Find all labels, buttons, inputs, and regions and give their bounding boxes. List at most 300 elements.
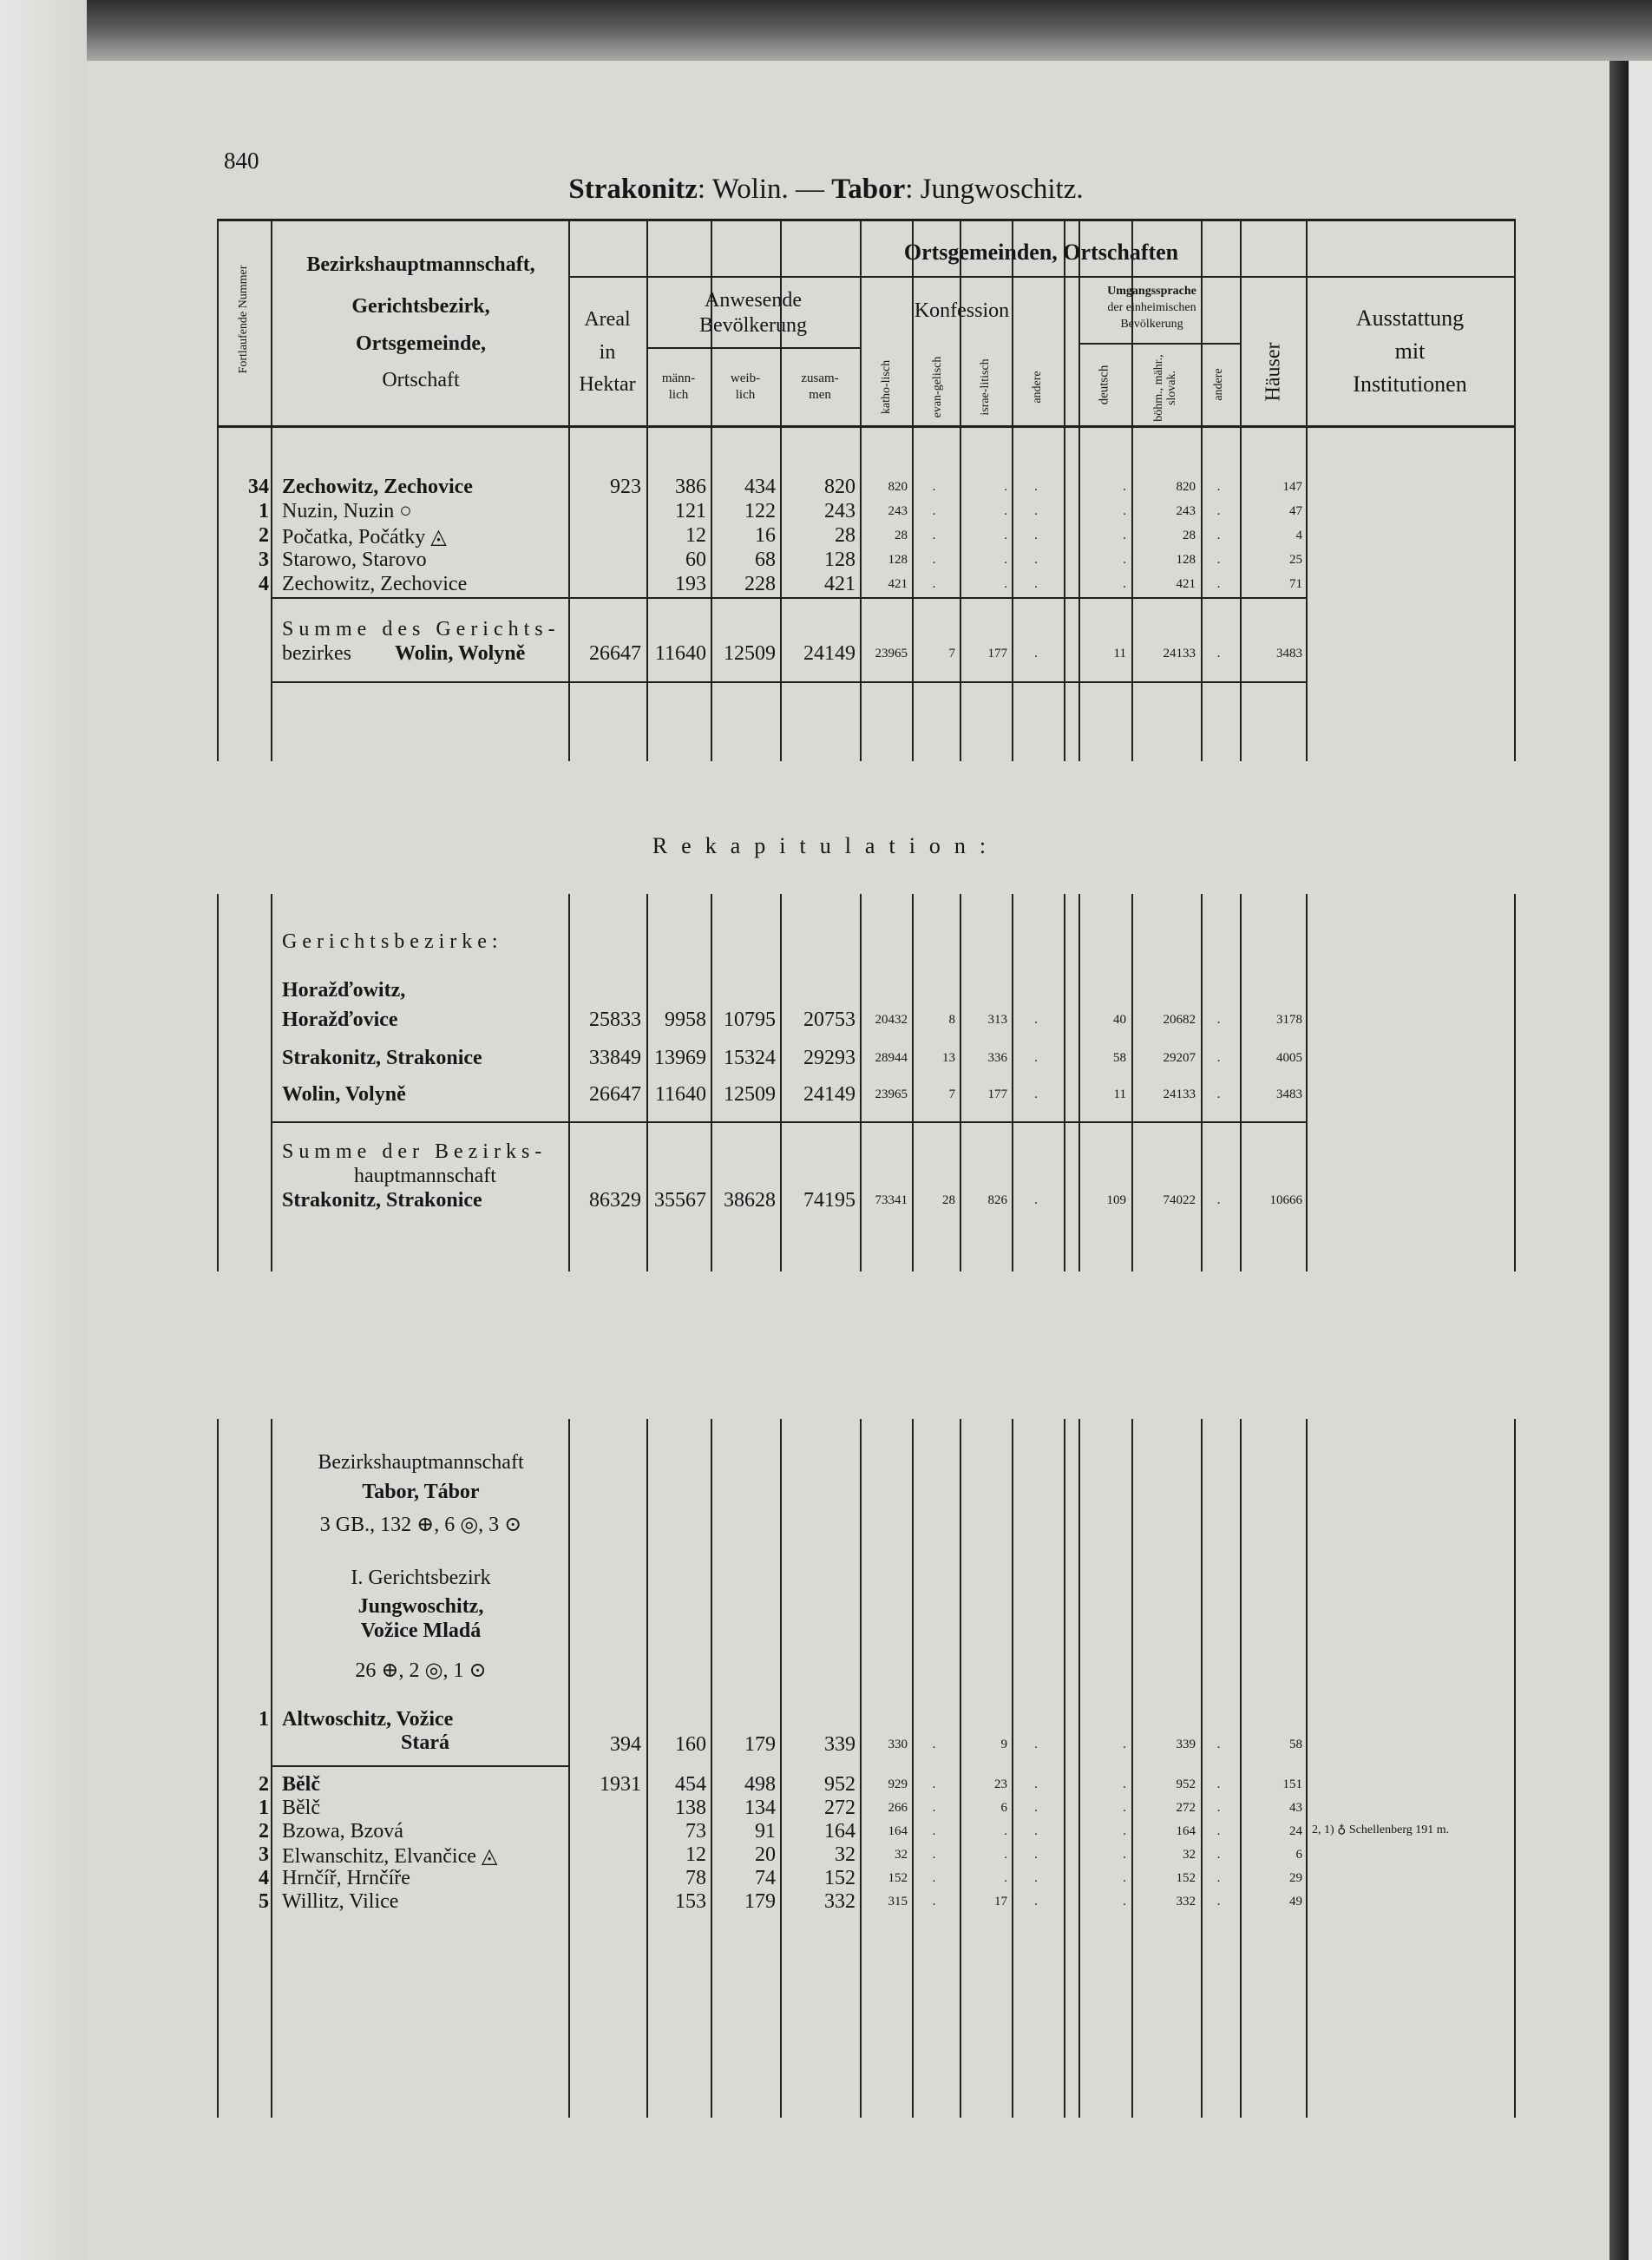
header-w-2: lich: [735, 388, 756, 402]
column-rule: [1012, 427, 1013, 761]
row-c-and: .: [1034, 1871, 1038, 1885]
column-rule: [1131, 894, 1133, 1271]
row-a-isr: .: [1004, 529, 1007, 542]
column-rule: [1514, 219, 1516, 427]
row-c-nr: 3: [259, 1843, 269, 1866]
row-a-kath: 128: [888, 553, 908, 567]
row-a-z: 28: [835, 524, 856, 547]
row-c-z: 152: [824, 1867, 856, 1889]
header-aus-1: Ausstattung: [1355, 305, 1465, 331]
row-c-and2: .: [1216, 1848, 1221, 1862]
row-a-deu: .: [1123, 480, 1126, 494]
row-c-and2: .: [1216, 1801, 1221, 1815]
sum-a-label-2a: bezirkes: [282, 642, 351, 665]
column-rule: [1201, 1419, 1203, 2118]
column-rule: [1131, 1419, 1133, 2118]
row-a-kath: 28: [895, 529, 908, 542]
row-c1-areal: 394: [610, 1733, 641, 1756]
row-c-w: 179: [744, 1890, 776, 1913]
row-c-haus: 43: [1289, 1801, 1302, 1815]
column-rule: [711, 1419, 712, 2118]
row-b-and: .: [1034, 1087, 1038, 1101]
header-andere2: andere: [1212, 368, 1225, 401]
row-c-w: 91: [755, 1820, 776, 1843]
row-c1-rule: [271, 1765, 568, 1767]
header-subgroup-rule: [568, 276, 1514, 278]
column-rule: [860, 894, 862, 1271]
row-a-isr: .: [1004, 577, 1007, 591]
header-aus-3: Institutionen: [1353, 371, 1467, 397]
row-b-deu: 40: [1113, 1013, 1126, 1027]
header-bottom-rule: [217, 425, 1514, 428]
row-c-boh: 32: [1183, 1848, 1196, 1862]
row-c-and: .: [1034, 1777, 1038, 1791]
column-rule: [1240, 1419, 1242, 2118]
header-umg-1: Umgangssprache: [1107, 285, 1196, 298]
column-rule: [646, 1419, 648, 2118]
sum-b-and: .: [1034, 1193, 1038, 1207]
row-c-kath: 164: [888, 1824, 908, 1838]
row-b-kath: 23965: [875, 1087, 908, 1101]
row-a-kath: 421: [888, 577, 908, 591]
row-a-boh: 243: [1176, 504, 1196, 518]
column-rule: [960, 1419, 961, 2118]
column-rule: [1201, 894, 1203, 1271]
column-rule: [271, 427, 272, 761]
row-c-boh: 272: [1176, 1801, 1196, 1815]
column-rule: [1240, 427, 1242, 761]
row-c-z: 952: [824, 1773, 856, 1796]
row-b-haus: 4005: [1276, 1051, 1302, 1065]
sum-b-label-3: Strakonitz, Strakonice: [282, 1189, 482, 1212]
row-a-evang: .: [932, 553, 936, 567]
row-c-name: Bělč: [282, 1797, 320, 1819]
row-c-name: Elwanschitz, Elvančice ◬: [282, 1845, 498, 1868]
row-b-areal: 26647: [589, 1083, 641, 1106]
row-a-and2: .: [1216, 553, 1221, 567]
row-c-and: .: [1034, 1895, 1038, 1909]
sum-b-label-1: Summe der Bezirks-: [282, 1140, 547, 1163]
column-rule: [1078, 894, 1080, 1271]
row-c-deu: .: [1123, 1801, 1126, 1815]
row-c-and: .: [1034, 1848, 1038, 1862]
row-b-name-3: Wolin, Volyně: [282, 1083, 406, 1106]
row-c-m: 12: [685, 1843, 706, 1866]
row-b-and2: .: [1216, 1013, 1221, 1027]
row-a-and: .: [1034, 480, 1038, 494]
row-a-haus: 25: [1289, 553, 1302, 567]
sum-b-w: 38628: [724, 1189, 776, 1212]
column-rule: [217, 1419, 219, 2118]
row-a-isr: .: [1004, 504, 1007, 518]
header-m-2: lich: [668, 388, 689, 402]
page-title: [0, 174, 1652, 206]
row-c1-w: 179: [744, 1733, 776, 1756]
sum-b-areal: 86329: [589, 1189, 641, 1212]
sum-b-kath: 73341: [875, 1193, 908, 1207]
row-c1-z: 339: [824, 1733, 856, 1756]
row-c1-and2: .: [1216, 1738, 1221, 1751]
sum-b-label-2: hauptmannschaft: [354, 1165, 496, 1187]
row-b-w: 10795: [724, 1008, 776, 1031]
row-a-m: 121: [675, 500, 706, 522]
row-c-nr: 2: [259, 1820, 269, 1843]
row-b-kath: 20432: [875, 1013, 908, 1027]
row-a-w: 16: [755, 524, 776, 547]
title-district-a: Strakonitz: [568, 174, 698, 205]
row-b-deu: 58: [1113, 1051, 1126, 1065]
header-w-1: weib-: [730, 371, 761, 385]
sum-b-deu: 109: [1106, 1193, 1126, 1207]
row-c-deu: .: [1123, 1895, 1126, 1909]
sum-a-label-2b: Wolin, Wolyně: [395, 642, 526, 665]
row-c-kath: 266: [888, 1801, 908, 1815]
column-rule: [912, 1419, 914, 2118]
row-a-w: 68: [755, 549, 776, 571]
row-c-boh: 152: [1176, 1871, 1196, 1885]
column-rule: [1514, 894, 1516, 1271]
row-c-kath: 152: [888, 1871, 908, 1885]
column-rule: [1078, 427, 1080, 761]
tabor-line-6: Vožice Mladá: [360, 1619, 482, 1642]
column-rule: [217, 894, 219, 1271]
column-rule: [1201, 427, 1203, 761]
column-rule: [860, 1419, 862, 2118]
row-c-m: 153: [675, 1890, 706, 1913]
sum-a-top-rule: [271, 597, 1306, 599]
sum-a-isr: 177: [987, 647, 1007, 660]
column-rule: [1064, 427, 1065, 761]
footnote-remark: 2, 1) ♁ Schellenberg 191 m.: [1312, 1823, 1450, 1836]
header-name-2: Gerichtsbezirk,: [351, 295, 490, 318]
header-umg-2: der einheimischen: [1107, 301, 1196, 314]
row-a-areal: 923: [610, 476, 641, 498]
sum-b-top-rule: [271, 1121, 1306, 1123]
sum-a-m: 11640: [654, 642, 706, 665]
row-b-isr: 177: [987, 1087, 1007, 1101]
row-c-areal: 1931: [600, 1773, 641, 1796]
row-b-isr: 336: [987, 1051, 1007, 1065]
row-a-z: 128: [824, 549, 856, 571]
header-nr: Fortlaufende Nummer: [237, 265, 250, 374]
header-hauser: Häuser: [1262, 342, 1285, 402]
header-z-2: men: [809, 388, 831, 402]
row-b-evang: 8: [948, 1013, 955, 1027]
row-c-evang: .: [932, 1871, 936, 1885]
row-c-boh: 164: [1176, 1824, 1196, 1838]
column-rule: [217, 219, 219, 427]
header-anw-1: Anwesende: [705, 289, 802, 312]
row-a-deu: .: [1123, 504, 1126, 518]
sum-a-w: 12509: [724, 642, 776, 665]
header-aus-2: mit: [1394, 338, 1426, 364]
row-a-deu: .: [1123, 529, 1126, 542]
row-c1-m: 160: [675, 1733, 706, 1756]
column-rule: [271, 1419, 272, 2118]
row-a-kath: 243: [888, 504, 908, 518]
row-b-evang: 13: [942, 1051, 955, 1065]
header-umg-3: Bevölkerung: [1120, 318, 1183, 331]
column-rule: [860, 427, 862, 761]
row-b-boh: 29207: [1163, 1051, 1196, 1065]
row-c-and2: .: [1216, 1777, 1221, 1791]
row-b-name-1a: Horažďowitz,: [282, 979, 406, 1002]
row-b-haus: 3178: [1276, 1013, 1302, 1027]
sum-a-areal: 26647: [589, 642, 641, 665]
row-c-w: 498: [744, 1773, 776, 1796]
row-a-name: Starowo, Starovo: [282, 549, 427, 571]
row-b-boh: 24133: [1163, 1087, 1196, 1101]
row-a-nr: 2: [259, 524, 269, 547]
column-rule: [780, 1419, 782, 2118]
row-c-z: 164: [824, 1820, 856, 1843]
scan-left-margin: [0, 0, 87, 2260]
row-a-w: 122: [744, 500, 776, 522]
row-c-boh: 332: [1176, 1895, 1196, 1909]
row-a-nr: 4: [259, 573, 269, 595]
sum-a-and2: .: [1216, 647, 1221, 660]
row-a-and: .: [1034, 577, 1038, 591]
row-c1-name-2: Stará: [401, 1731, 449, 1754]
row-b-areal: 33849: [589, 1047, 641, 1069]
title-part-b: : Wolin. —: [697, 174, 832, 205]
header-areal-3: Hektar: [579, 373, 636, 396]
sum-a-label-1: Summe des Gerichts-: [282, 618, 560, 641]
row-a-name: Zechowitz, Zechovice: [282, 573, 468, 595]
row-a-boh: 421: [1176, 577, 1196, 591]
row-c-isr: .: [1004, 1848, 1007, 1862]
sum-b-haus: 10666: [1269, 1193, 1302, 1207]
row-a-w: 228: [744, 573, 776, 595]
row-b-z: 24149: [803, 1083, 856, 1106]
header-bohm: böhm., mähr., slovak.: [1152, 354, 1178, 422]
header-deutsch: deutsch: [1097, 365, 1111, 405]
column-rule: [1078, 1419, 1080, 2118]
row-a-w: 434: [744, 476, 776, 498]
row-c1-name-1: Altwoschitz, Vožice: [282, 1708, 454, 1731]
column-rule: [1514, 427, 1516, 761]
sum-a-and: .: [1034, 647, 1038, 660]
row-a-name: Zechowitz, Zechovice: [282, 476, 473, 498]
header-areal-2: in: [599, 341, 616, 364]
sum-a-kath: 23965: [875, 647, 908, 660]
column-rule: [1306, 894, 1308, 1271]
row-c-name: Hrnčíř, Hrnčíře: [282, 1867, 410, 1889]
column-rule: [271, 894, 272, 1271]
rekapitulation-heading: Rekapitulation:: [652, 833, 1000, 858]
row-c-z: 32: [835, 1843, 856, 1866]
row-c1-haus: 58: [1289, 1738, 1302, 1751]
sum-b-z: 74195: [803, 1189, 856, 1212]
row-a-evang: .: [932, 529, 936, 542]
header-name-4: Ortschaft: [382, 369, 460, 391]
row-c-evang: .: [932, 1777, 936, 1791]
tabor-line-7: 26 ⊕, 2 ◎, 1 ⊙: [355, 1659, 487, 1682]
row-c-w: 20: [755, 1843, 776, 1866]
row-a-nr: 34: [248, 476, 269, 498]
row-b-z: 29293: [803, 1047, 856, 1069]
row-b-w: 15324: [724, 1047, 776, 1069]
row-a-isr: .: [1004, 480, 1007, 494]
row-c-name: Willitz, Vilice: [282, 1890, 399, 1913]
row-c-evang: .: [932, 1848, 936, 1862]
column-rule: [271, 219, 272, 427]
row-b-and2: .: [1216, 1087, 1221, 1101]
scan-top-shadow: [87, 0, 1652, 61]
sum-a-boh: 24133: [1163, 647, 1196, 660]
scan-right-shadow: [1609, 61, 1629, 2260]
row-b-m: 9958: [665, 1008, 706, 1031]
header-konf: Konfession: [914, 299, 1010, 322]
row-c-evang: .: [932, 1895, 936, 1909]
column-rule: [960, 894, 961, 1271]
row-b-m: 11640: [654, 1083, 706, 1106]
row-c-boh: 952: [1176, 1777, 1196, 1791]
sum-a-deu: 11: [1113, 647, 1126, 660]
row-a-m: 193: [675, 573, 706, 595]
row-b-evang: 7: [948, 1087, 955, 1101]
row-b-haus: 3483: [1276, 1087, 1302, 1101]
row-a-evang: .: [932, 480, 936, 494]
column-rule: [912, 427, 914, 761]
row-c-isr: .: [1004, 1824, 1007, 1838]
row-a-nr: 1: [259, 500, 269, 522]
column-rule: [1131, 427, 1133, 761]
row-a-z: 243: [824, 500, 856, 522]
row-a-z: 421: [824, 573, 856, 595]
row-c-haus: 24: [1289, 1824, 1302, 1838]
row-a-kath: 820: [888, 480, 908, 494]
column-rule: [1064, 1419, 1065, 2118]
row-a-haus: 47: [1289, 504, 1302, 518]
row-c-and2: .: [1216, 1895, 1221, 1909]
title-district-c: Tabor: [831, 174, 906, 205]
row-c-haus: 29: [1289, 1871, 1302, 1885]
row-a-name: Počatka, Počátky ◬: [282, 526, 447, 549]
row-c-m: 73: [685, 1820, 706, 1843]
row-c-kath: 32: [895, 1848, 908, 1862]
row-a-m: 386: [675, 476, 706, 498]
sum-b-m: 35567: [654, 1189, 706, 1212]
row-b-z: 20753: [803, 1008, 856, 1031]
row-c1-evang: .: [932, 1738, 936, 1751]
row-c-and: .: [1034, 1824, 1038, 1838]
title-part-d: : Jungwoschitz.: [905, 174, 1084, 205]
row-a-name: Nuzin, Nuzin ○: [282, 500, 412, 522]
header-areal-1: Areal: [584, 308, 631, 331]
row-a-deu: .: [1123, 553, 1126, 567]
row-c-deu: .: [1123, 1777, 1126, 1791]
row-b-and: .: [1034, 1051, 1038, 1065]
sum-b-isr: 826: [987, 1193, 1007, 1207]
row-a-deu: .: [1123, 577, 1126, 591]
row-c-m: 454: [675, 1773, 706, 1796]
row-a-m: 12: [685, 524, 706, 547]
header-name-3: Ortsgemeinde,: [356, 332, 486, 355]
table-top-rule: [217, 219, 1514, 221]
row-a-and2: .: [1216, 577, 1221, 591]
gerichtsbezirke-label: Gerichtsbezirke:: [282, 930, 503, 953]
row-b-name-1b: Horažďovice: [282, 1008, 398, 1031]
row-c-haus: 6: [1295, 1848, 1302, 1862]
row-a-boh: 28: [1183, 529, 1196, 542]
row-b-and2: .: [1216, 1051, 1221, 1065]
row-a-isr: .: [1004, 553, 1007, 567]
row-a-haus: 4: [1295, 529, 1302, 542]
row-c-haus: 151: [1282, 1777, 1302, 1791]
row-c-haus: 49: [1289, 1895, 1302, 1909]
row-c1-isr: 9: [1000, 1738, 1007, 1751]
row-c-deu: .: [1123, 1848, 1126, 1862]
header-group: Ortsgemeinden, Ortschaften: [903, 240, 1179, 265]
row-a-evang: .: [932, 504, 936, 518]
header-kath: katho-lisch: [880, 359, 893, 415]
column-rule: [912, 894, 914, 1271]
row-c-isr: 6: [1000, 1801, 1007, 1815]
page-number: 840: [224, 148, 259, 174]
column-rule: [1306, 1419, 1308, 2118]
row-c-kath: 315: [888, 1895, 908, 1909]
row-c-and2: .: [1216, 1824, 1221, 1838]
row-b-w: 12509: [724, 1083, 776, 1106]
sum-a-haus: 3483: [1276, 647, 1302, 660]
row-c-nr: 2: [259, 1773, 269, 1796]
tabor-line-5: Jungwoschitz,: [357, 1595, 484, 1618]
tabor-line-2: Tabor, Tábor: [362, 1481, 480, 1503]
column-rule: [568, 1419, 570, 2118]
sum-b-evang: 28: [942, 1193, 955, 1207]
row-b-deu: 11: [1113, 1087, 1126, 1101]
row-b-boh: 20682: [1163, 1013, 1196, 1027]
row-a-and2: .: [1216, 529, 1221, 542]
header-anw-2: Bevölkerung: [699, 314, 807, 337]
row-c-nr: 1: [259, 1797, 269, 1819]
header-m-1: männ-: [661, 371, 696, 385]
row-a-nr: 3: [259, 549, 269, 571]
row-b-m: 13969: [654, 1047, 706, 1069]
row-c-w: 134: [744, 1797, 776, 1819]
column-rule: [1012, 1419, 1013, 2118]
scan-right-margin: [1629, 61, 1652, 2260]
row-a-and: .: [1034, 553, 1038, 567]
row-c1-kath: 330: [888, 1738, 908, 1751]
row-a-evang: .: [932, 577, 936, 591]
header-isr: israe-litisch: [979, 358, 992, 416]
row-c-nr: 5: [259, 1890, 269, 1913]
header-name-1: Bezirkshauptmannschaft,: [306, 253, 535, 276]
tabor-line-4: I. Gerichtsbezirk: [351, 1567, 491, 1589]
row-c-z: 272: [824, 1797, 856, 1819]
row-c-kath: 929: [888, 1777, 908, 1791]
row-c-isr: .: [1004, 1871, 1007, 1885]
row-a-m: 60: [685, 549, 706, 571]
column-rule: [1012, 894, 1013, 1271]
sum-b-boh: 74022: [1163, 1193, 1196, 1207]
row-c1-deu: .: [1123, 1738, 1126, 1751]
row-b-and: .: [1034, 1013, 1038, 1027]
sum-a-evang: 7: [948, 647, 955, 660]
row-c-evang: .: [932, 1824, 936, 1838]
row-c-and2: .: [1216, 1871, 1221, 1885]
row-b-areal: 25833: [589, 1008, 641, 1031]
row-c1-boh: 339: [1176, 1738, 1196, 1751]
row-c-evang: .: [932, 1801, 936, 1815]
row-a-boh: 128: [1176, 553, 1196, 567]
row-c-nr: 4: [259, 1867, 269, 1889]
header-z-1: zusam-: [801, 371, 839, 385]
row-c-w: 74: [755, 1867, 776, 1889]
tabor-line-1: Bezirkshauptmannschaft: [318, 1451, 524, 1474]
